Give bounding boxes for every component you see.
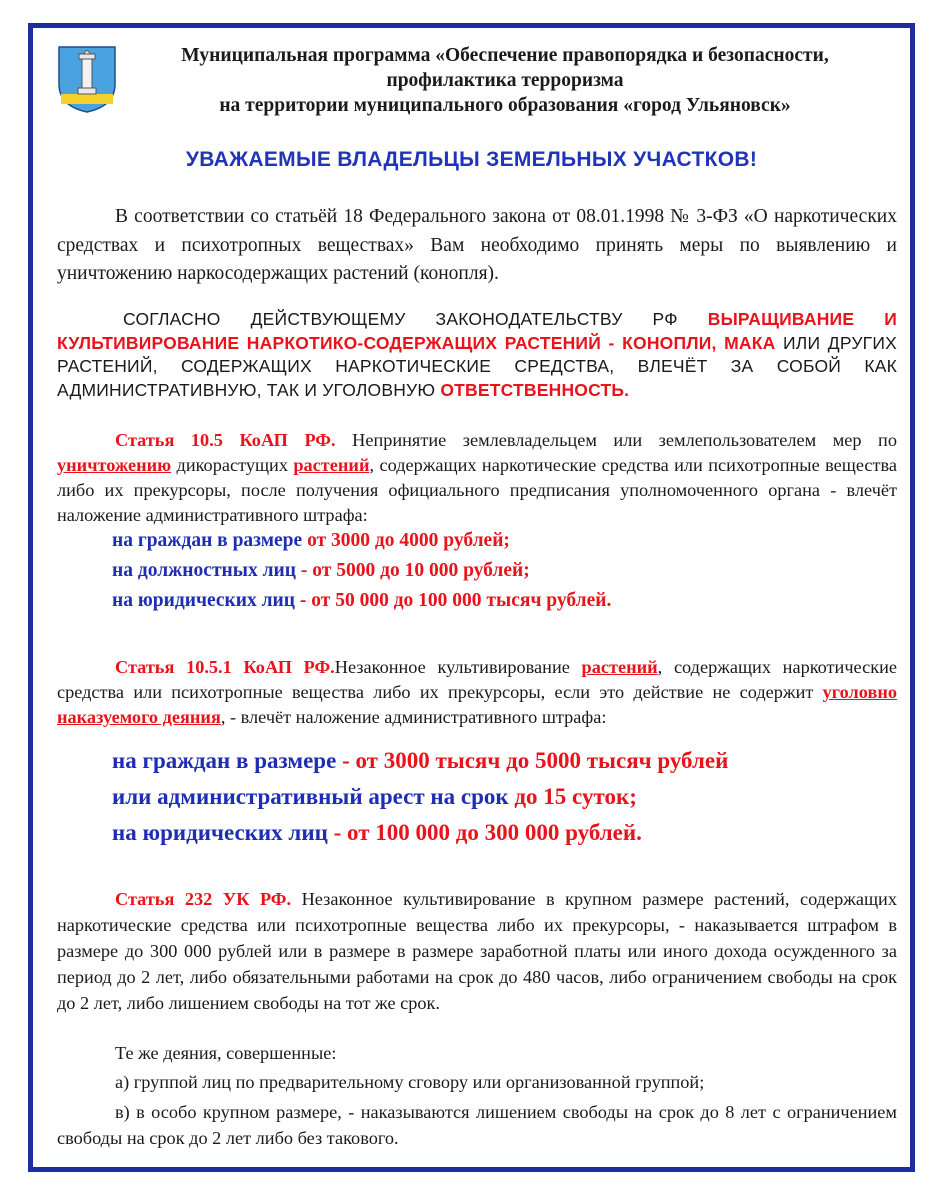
warning-part-4: ОТВЕТСТВЕННОСТЬ. — [440, 379, 630, 400]
fine-who: на граждан в размере — [112, 530, 308, 551]
article-10-5-1-heading: Статья 10.5.1 КоАП РФ. — [115, 657, 335, 677]
fine-line — [112, 586, 611, 616]
article-10-5-1-underline-2: уголовно наказуемого деяния — [57, 682, 897, 727]
article-10-5-1-text-2: , содержащих наркотические средства или психотропные вещества либо их прекурсоры, если это действие не содержит — [57, 657, 897, 702]
fine-amount: - от 3000 тысяч до 5000 тысяч рублей — [342, 748, 729, 773]
clause-a — [57, 1069, 897, 1095]
article-10-5-text-3: , содержащих наркотические средства или психотропные вещества либо их прекурсоры, после получения официального предписания уполномоченного органа - влечёт наложение административного штрафа: — [57, 455, 897, 525]
clause-a-text: а) группой лиц по предварительному сговору или организованной группой; — [115, 1072, 705, 1092]
header-line-1: Муниципальная программа «Обеспечение правопорядка и безопасности, — [181, 45, 829, 66]
header-line-2: профилактика терроризма — [386, 70, 624, 91]
fine-who: или административный арест на срок — [112, 784, 515, 809]
article-10-5-text-1: Непринятие землевладельцем или землепользователем мер по — [335, 430, 897, 450]
fine-amount: - от 5000 до 10 000 рублей; — [300, 560, 530, 581]
fine-who: на должностных лиц — [112, 560, 301, 581]
article-10-5-text-2: дикорастущих — [171, 455, 294, 475]
page-title: УВАЖАЕМЫЕ ВЛАДЕЛЬЦЫ ЗЕМЕЛЬНЫХ УЧАСТКОВ! — [185, 148, 758, 171]
fine-who: на юридических лиц — [112, 820, 334, 845]
fine-amount: - от 50 000 до 100 000 тысяч рублей. — [299, 590, 612, 611]
intro-paragraph — [57, 203, 897, 289]
clause-b-text: в) в особо крупном размере, - наказываются лишением свободы на срок до 8 лет с ограничением свободы на срок до 2 лет либо без такового. — [57, 1102, 897, 1148]
article-10-5 — [57, 428, 897, 528]
fine-amount: от 3000 до 4000 рублей; — [307, 530, 510, 551]
warning-part-2: ВЫРАЩИВАНИЕ И КУЛЬТИВИРОВАНИЕ НАРКОТИКО-СОДЕРЖАЩИХ РАСТЕНИЙ - КОНОПЛИ, МАКА — [57, 309, 897, 353]
article-10-5-heading: Статья 10.5 КоАП РФ. — [115, 430, 336, 450]
fine-amount: - от 100 000 до 300 000 рублей. — [333, 820, 642, 845]
fine-line — [112, 556, 530, 586]
fine-line — [112, 779, 637, 815]
article-10-5-1-text-1: Незаконное культивирование — [334, 657, 582, 677]
header-line-3: на территории муниципального образования «город Ульяновск» — [219, 95, 791, 116]
program-header — [120, 43, 890, 118]
article-10-5-1-underline-1: растений — [581, 657, 658, 677]
same-acts-text: Те же деяния, совершенные: — [115, 1043, 337, 1063]
fine-line — [112, 815, 642, 851]
fine-who: на граждан в размере — [112, 748, 343, 773]
clause-b — [57, 1099, 897, 1151]
coat-of-arms-icon — [56, 44, 118, 114]
article-232-heading: Статья 232 УК РФ. — [115, 889, 292, 909]
article-10-5-underline-1: уничтожению — [57, 455, 172, 475]
warning-part-3: ИЛИ ДРУГИХ РАСТЕНИЙ, СОДЕРЖАЩИХ НАРКОТИЧЕСКИЕ СРЕДСТВА, ВЛЕЧЁТ ЗА СОБОЙ КАК АДМИНИСТРАТИВНУЮ, ТАК И УГОЛОВНУЮ — [57, 332, 897, 400]
intro-text: В соответствии со статьёй 18 Федерального закона от 08.01.1998 № 3-ФЗ «О наркотических средствах и психотропных веществах» Вам необходимо принять меры по выявлению и уничтожению наркосодержащих растений (конопля). — [57, 206, 897, 284]
warning-paragraph — [57, 308, 897, 402]
article-10-5-underline-2: растений — [293, 455, 370, 475]
article-232 — [57, 886, 897, 1016]
fine-amount: до 15 суток; — [514, 784, 637, 809]
article-10-5-1-text-3: , - влечёт наложение административного штрафа: — [220, 707, 607, 727]
warning-part-1: СОГЛАСНО ДЕЙСТВУЮЩЕМУ ЗАКОНОДАТЕЛЬСТВУ РФ — [123, 309, 708, 329]
fine-line — [112, 743, 728, 779]
fine-who: на юридических лиц — [112, 590, 300, 611]
same-acts-paragraph — [57, 1040, 897, 1066]
article-10-5-1 — [57, 655, 897, 730]
article-232-text: Незаконное культивирование в крупном размере растений, содержащих наркотические средства или психотропные вещества либо их прекурсоры, - наказывается штрафом в размере до 300 000 рублей или в размере в размере заработной платы или иного дохода осужденного за период до 2 лет, либо обязательными работами на срок до 480 часов, либо ограничением свободы на срок до 2 лет, либо лишением свободы на тот же срок. — [57, 889, 897, 1013]
fine-line — [112, 526, 510, 556]
